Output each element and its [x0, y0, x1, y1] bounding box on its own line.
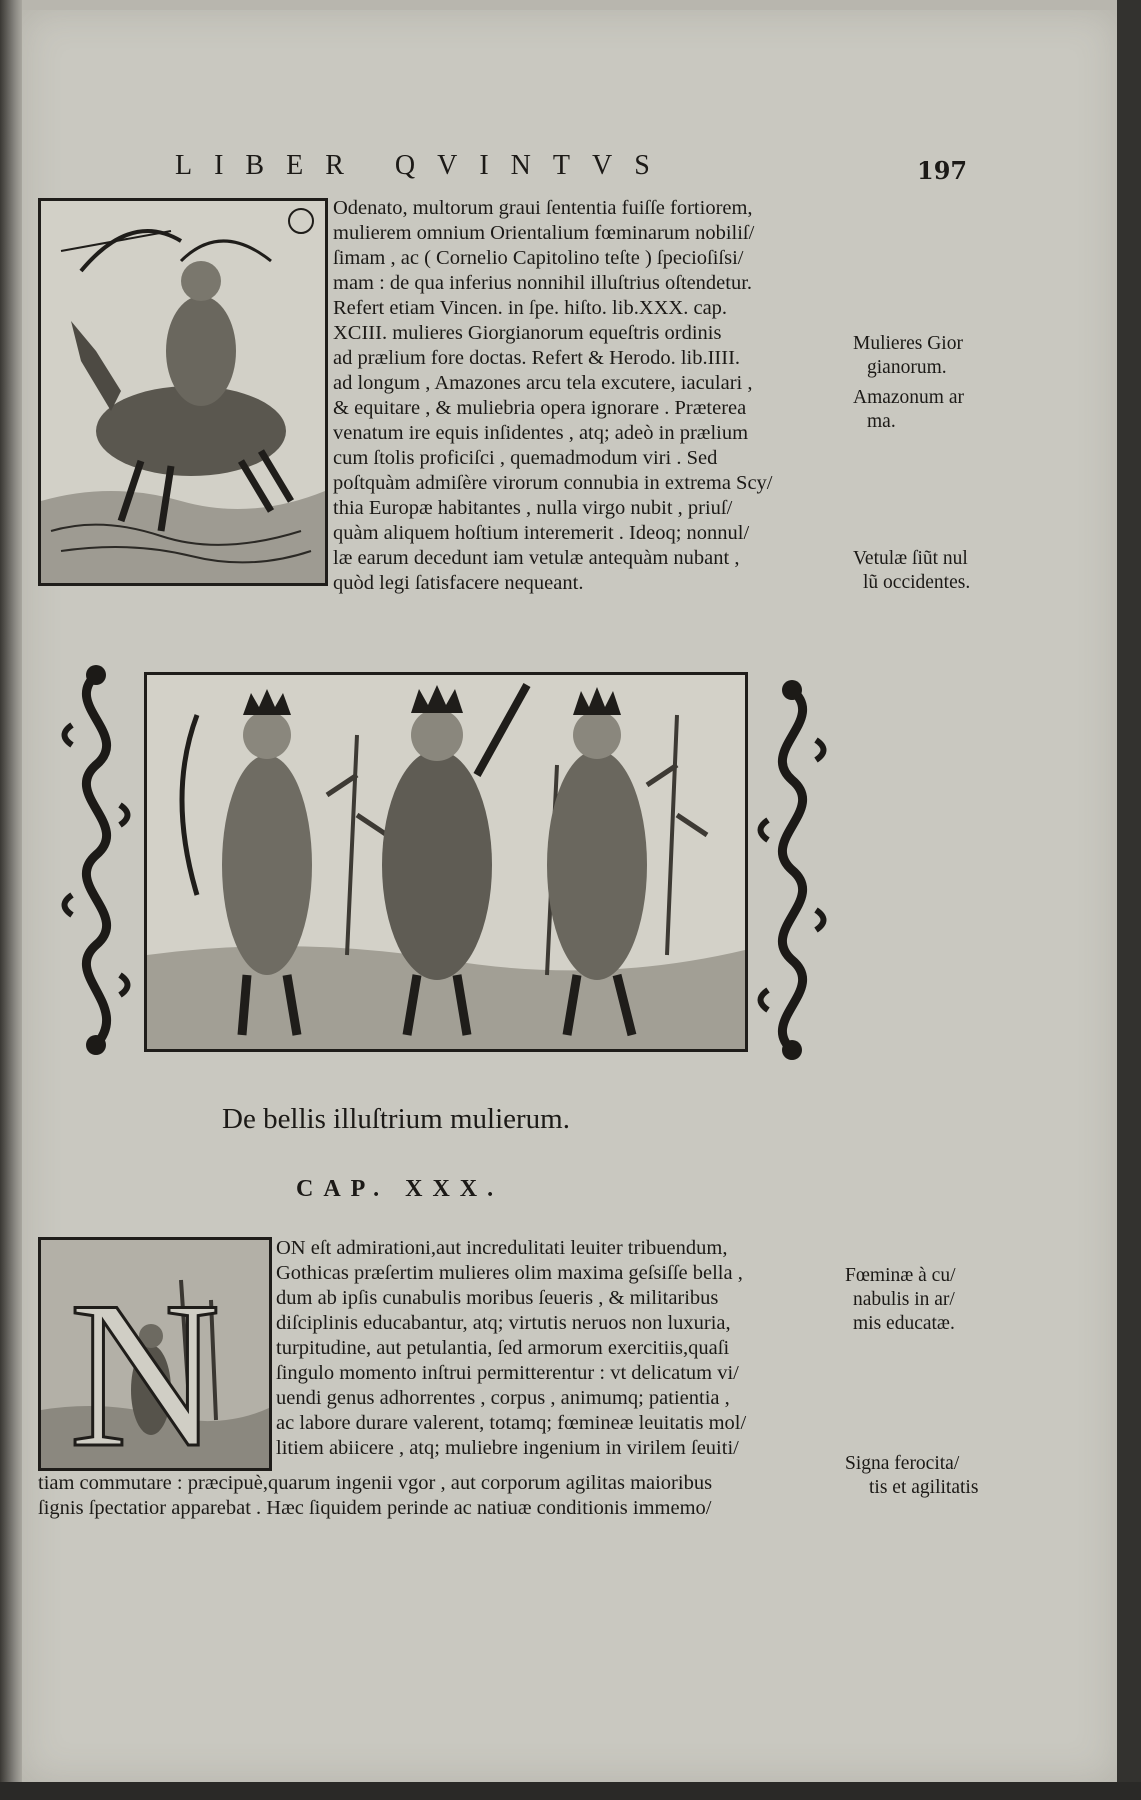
text-block-bottom — [38, 1471, 838, 1521]
margin-note-line: Fœminæ à cu/ — [845, 1265, 956, 1286]
initial-letter: N — [69, 1259, 221, 1468]
text-block-chapter — [276, 1236, 836, 1461]
scan-edge-right — [1117, 0, 1141, 1800]
three-amazons-woodcut — [144, 672, 748, 1052]
text-line: turpitudine, aut petulantia, ſed armorum exercitiis,quaſi — [276, 1337, 730, 1359]
archer-on-horse-woodcut-icon — [41, 201, 325, 583]
text-line: XCIII. mulieres Giorgianorum equeſtris ordinis — [333, 322, 722, 344]
decorated-initial — [38, 1237, 272, 1471]
margin-note-line: mis educatæ. — [853, 1313, 955, 1334]
running-header — [175, 150, 1075, 190]
text-line: uendi genus adhorrentes , corpus , animumq; patientia , — [276, 1387, 730, 1409]
text-line: ſignis ſpectatior apparebat . Hæc ſiquidem perinde ac natiuæ conditionis immemo/ — [38, 1497, 712, 1519]
margin-note — [853, 386, 964, 434]
decorated-initial-woodcut-icon — [41, 1240, 269, 1468]
text-block-top — [333, 196, 853, 596]
text-line: mam : de qua inferius nonnihil illuſtrius oſtendetur. — [333, 272, 753, 294]
margin-note-line: lũ occidentes. — [863, 572, 971, 593]
running-title: LIBER QVINTVS — [175, 150, 672, 181]
margin-note — [853, 547, 970, 595]
margin-note-line: gianorum. — [867, 357, 947, 378]
text-line: ſimam , ac ( Cornelio Capitolino teſte ) ſpecioſiſsi/ — [333, 247, 744, 269]
three-crowned-amazons-woodcut-icon — [147, 675, 745, 1049]
text-line: dum ab ipſis cunabulis moribus ſeueris , & militaribus — [276, 1287, 719, 1309]
text-line: ſingulo momento inſtrui permitterentur : vt delicatum vi/ — [276, 1362, 739, 1384]
margin-note — [853, 332, 963, 380]
margin-note-line: tis et agilitatis — [869, 1477, 979, 1498]
text-line: diſciplinis educabantur, atq; virtutis neruos non luxuria, — [276, 1312, 731, 1334]
margin-note-line: Mulieres Gior — [853, 333, 963, 354]
margin-note-line: nabulis in ar/ — [853, 1289, 955, 1310]
margin-note — [845, 1264, 956, 1336]
margin-note-line: Signa ferocita/ — [845, 1453, 960, 1474]
text-line: tiam commutare : præcipuè,quarum ingenii vgor , aut corporum agilitas maioribus — [38, 1472, 713, 1494]
text-line: ad prælium fore doctas. Refert & Herodo. lib.IIII. — [333, 347, 741, 369]
archer-on-horse-woodcut — [38, 198, 328, 586]
text-line: & equitare , & muliebria opera ignorare . Præterea — [333, 397, 747, 419]
text-line: venatum ire equis inſidentes , atq; adeò in prælium — [333, 422, 749, 444]
text-line: læ earum decedunt iam vetulæ antequàm nubant , — [333, 547, 740, 569]
book-gutter-shadow — [0, 0, 22, 1800]
text-line: quàm aliquem hoſtium interemerit . Ideoq; nonnul/ — [333, 522, 750, 544]
text-line: litiem abiicere , atq; muliebre ingenium in virilem ſeuiti/ — [276, 1437, 739, 1459]
section-title: De bellis illuſtrium mulierum. — [222, 1103, 570, 1135]
margin-note-line: Amazonum ar — [853, 387, 965, 408]
ornamental-border-right-icon — [748, 680, 836, 1060]
ornamental-border-left-icon — [52, 665, 140, 1057]
margin-note-line: ma. — [867, 411, 896, 432]
text-line: Gothicas præſertim mulieres olim maxima geſsiſſe bella , — [276, 1262, 743, 1284]
text-line: ac labore durare valerent, totamq; fœmineæ leuitatis mol/ — [276, 1412, 747, 1434]
text-line: Odenato, multorum graui ſententia fuiſſe fortiorem, — [333, 197, 753, 219]
text-line: ON eſt admirationi,aut incredulitati leuiter tribuendum, — [276, 1237, 728, 1259]
margin-note-line: Vetulæ ſiũt nul — [853, 548, 968, 569]
chapter-heading: CAP. XXX. — [296, 1176, 504, 1202]
text-line: mulierem omnium Orientalium fœminarum nobiliſ/ — [333, 222, 755, 244]
text-line: Refert etiam Vincen. in ſpe. hiſto. lib.XXX. cap. — [333, 297, 728, 319]
scan-edge-bottom — [0, 1782, 1141, 1800]
page-number: 197 — [917, 156, 968, 185]
text-line: ad longum , Amazones arcu tela excutere, iaculari , — [333, 372, 753, 394]
text-line: thia Europæ habitantes , nulla virgo nubit , priuſ/ — [333, 497, 733, 519]
text-line: poſtquàm admiſère virorum connubia in extrema Scy/ — [333, 472, 773, 494]
text-line: quòd legi ſatisfacere nequeant. — [333, 572, 584, 594]
text-line: cum ſtolis proficiſci , quemadmodum viri . Sed — [333, 447, 718, 469]
margin-note — [845, 1452, 978, 1500]
